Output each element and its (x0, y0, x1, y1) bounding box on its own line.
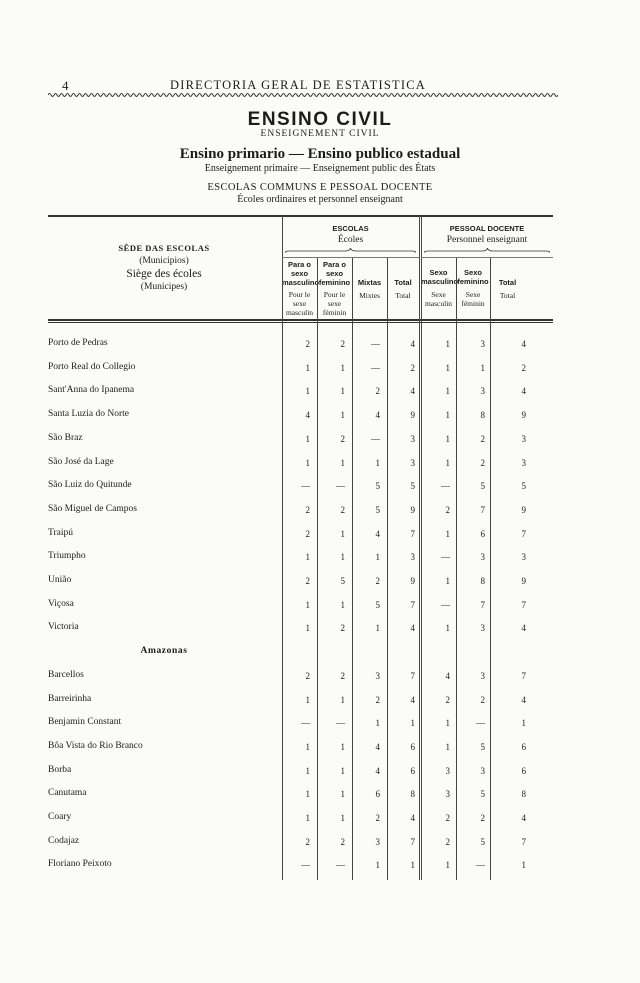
table-cell: 1 (375, 457, 380, 468)
page-number: 4 (62, 78, 69, 93)
brace-pessoal (424, 248, 550, 254)
page-title: ENSINO CIVIL (247, 109, 393, 130)
table-cell: 1 (445, 339, 450, 349)
table-cell: 2 (305, 670, 310, 681)
col-header-fr-2: Mixtes (359, 291, 380, 300)
table-cell: 1 (340, 694, 345, 705)
table-cell: 1 (445, 718, 450, 729)
stub-header (48, 243, 280, 292)
table-cell: 2 (340, 504, 345, 515)
table-cell: 1 (305, 741, 310, 752)
row-label: Bôa Vista do Rio Branco (48, 740, 143, 751)
table-cell: 7 (410, 670, 415, 681)
table-cell: 5 (410, 481, 415, 492)
table-cell: 4 (521, 339, 526, 349)
table-cell: 1 (340, 410, 345, 421)
table-cell: 1 (340, 765, 345, 776)
row-label: São Braz (48, 432, 83, 443)
table-cell: 8 (480, 576, 485, 586)
table-cell: 5 (521, 481, 526, 492)
table-cell: 1 (340, 528, 345, 539)
page-title-fr: ENSEIGNEMENT CIVIL (260, 129, 380, 139)
row-label: Traipú (48, 527, 73, 538)
table-cell: 9 (521, 576, 526, 586)
row-label: Viçosa (48, 598, 74, 609)
row-label: Porto de Pedras (48, 338, 108, 348)
col-header-fr-3: Total (395, 291, 411, 300)
table-cell: 1 (521, 860, 526, 871)
table-cell: — (476, 718, 485, 729)
table-cell: 1 (410, 860, 415, 871)
table-cell: 2 (445, 694, 450, 705)
row-label: São Luiz do Quitunde (48, 480, 132, 491)
row-label: Codajaz (48, 835, 80, 846)
col-header-4: Sexo masculino (421, 268, 459, 286)
table-cell: 1 (305, 362, 310, 373)
table-cell: — (301, 860, 310, 871)
table-cell: 4 (375, 765, 380, 776)
table-cell: 9 (410, 576, 415, 586)
table-cell: 1 (375, 860, 380, 871)
table-cell: 3 (521, 457, 526, 468)
table-cell: 2 (305, 339, 310, 349)
table-cell: 1 (305, 813, 310, 823)
subtitle-fr: Enseignement primaire — Enseignement public des États (204, 163, 436, 174)
table-cell: 3 (410, 433, 415, 444)
table-cell: 6 (375, 789, 380, 800)
stub-title: SÊDE DAS ESCOLAS (118, 243, 210, 253)
table-top-rule (48, 215, 553, 217)
row-label: Coary (48, 812, 72, 822)
table-cell: 3 (410, 457, 415, 468)
col-header-fr-5: Sexe féminin (461, 290, 485, 308)
column-rule (282, 216, 283, 880)
row-label: Triumpho (48, 551, 86, 562)
table-cell: 3 (410, 552, 415, 563)
table-cell: 2 (305, 836, 310, 847)
table-cell: — (371, 433, 380, 444)
table-cell: 1 (375, 623, 380, 634)
table-cell: 5 (480, 836, 485, 847)
table-cell: 2 (305, 504, 310, 515)
table-cell: 5 (480, 741, 485, 752)
table-cell: 9 (410, 410, 415, 421)
table-cell: 2 (340, 433, 345, 444)
table-cell: 4 (375, 528, 380, 539)
table-cell: 2 (480, 433, 485, 444)
row-label: Santa Luzia do Norte (48, 409, 129, 420)
table-cell: 7 (410, 836, 415, 847)
table-cell: 5 (340, 576, 345, 586)
table-cell: — (371, 362, 380, 373)
table-cell: 1 (305, 552, 310, 563)
group-escolas: ESCOLAS (332, 224, 369, 233)
table-cell: 4 (521, 694, 526, 705)
table-cell: 2 (410, 362, 415, 373)
row-label: Canutama (48, 788, 87, 799)
table-cell: 1 (445, 741, 450, 752)
table-cell: — (301, 481, 310, 492)
row-label: Barreirinha (48, 693, 92, 704)
table-cell: 1 (305, 789, 310, 800)
table-cell: 8 (410, 789, 415, 800)
table-cell: 3 (445, 789, 450, 800)
col-header-2: Mixtas (357, 278, 382, 287)
table-cell: 2 (480, 694, 485, 705)
brace-escolas (285, 248, 416, 254)
row-label: São Miguel de Campos (48, 503, 137, 514)
table-cell: 1 (305, 386, 310, 397)
col-header-fr-0: Pour le sexe masculin (285, 290, 314, 317)
table-cell: 6 (521, 765, 526, 776)
group-rule (282, 257, 419, 258)
table-cell: 3 (375, 670, 380, 681)
table-cell: 1 (340, 789, 345, 800)
table-cell: 1 (305, 433, 310, 444)
table-cell: 3 (480, 552, 485, 563)
row-label: Porto Real do Collegio (48, 361, 136, 372)
col-header-5: Sexo feminino (457, 268, 489, 286)
header-bottom-rule (48, 319, 553, 321)
group-escolas-fr: Écoles (337, 235, 364, 245)
table-cell: 2 (521, 362, 526, 373)
table-cell: 7 (410, 528, 415, 539)
table-cell: 4 (410, 694, 415, 705)
table-cell: 6 (410, 741, 415, 752)
column-rule (387, 258, 388, 880)
table-cell: 1 (340, 386, 345, 397)
table-cell: 1 (340, 741, 345, 752)
table-cell: — (336, 718, 345, 729)
table-cell: 1 (305, 599, 310, 610)
table-cell: 4 (375, 741, 380, 752)
table-cell: — (336, 860, 345, 871)
table-cell: 8 (480, 410, 485, 421)
table-cell: 1 (340, 457, 345, 468)
table-cell: 7 (480, 504, 485, 515)
table-cell: 5 (375, 599, 380, 610)
table-cell: — (441, 552, 450, 563)
table-cell: 4 (410, 813, 415, 823)
table-cell: 5 (480, 789, 485, 800)
section-title-fr: Écoles ordinaires et personnel enseignant (237, 194, 403, 205)
table-cell: 3 (480, 386, 485, 397)
group-pessoal-fr: Personnel enseignant (446, 235, 528, 245)
table-cell: 2 (340, 339, 345, 349)
table-cell: 3 (480, 623, 485, 634)
table-cell: 1 (445, 362, 450, 373)
section-title: ESCOLAS COMMUNS E PESSOAL DOCENTE (207, 182, 433, 193)
row-label: Victoria (48, 622, 79, 633)
table-cell: 9 (521, 504, 526, 515)
table-cell: 4 (410, 386, 415, 397)
col-header-fr-1: Pour le sexe féminin (322, 290, 347, 317)
table-cell: 7 (480, 599, 485, 610)
table-cell: 1 (445, 386, 450, 397)
col-header-fr-6: Total (499, 291, 516, 300)
table-cell: 2 (305, 528, 310, 539)
table-cell: 7 (521, 599, 526, 610)
table-cell: 1 (480, 362, 485, 373)
stub-title-fr: Siège des écoles (126, 268, 202, 280)
table-cell: 1 (375, 552, 380, 563)
column-rule (421, 216, 422, 880)
table-cell: 1 (445, 528, 450, 539)
table-cell: 2 (480, 813, 485, 823)
section-heading: Amazonas (140, 646, 188, 657)
table-cell: 1 (340, 599, 345, 610)
table-cell: — (476, 860, 485, 871)
table-cell: 3 (480, 670, 485, 681)
table-cell: — (441, 599, 450, 610)
table-cell: 7 (521, 528, 526, 539)
table-cell: 4 (521, 386, 526, 397)
table-cell: 1 (305, 765, 310, 776)
table-cell: 2 (375, 386, 380, 397)
stub-sub-fr: (Municipes) (140, 282, 188, 292)
table-cell: — (301, 718, 310, 729)
table-cell: 7 (521, 836, 526, 847)
table-cell: 9 (410, 504, 415, 515)
table-cell: 1 (375, 718, 380, 729)
col-header-3: Total (394, 278, 412, 287)
table-cell: 2 (375, 694, 380, 705)
table-cell: 1 (521, 718, 526, 729)
table-cell: 1 (305, 694, 310, 705)
table-cell: 2 (445, 813, 450, 823)
table-cell: 4 (410, 623, 415, 634)
table-cell: 2 (305, 576, 310, 586)
column-rule (490, 258, 491, 880)
table-cell: 8 (521, 789, 526, 800)
subtitle: Ensino primario — Ensino publico estadual (179, 146, 461, 162)
col-header-6: Total (498, 278, 517, 287)
column-rule (456, 258, 457, 880)
table-cell: 4 (445, 670, 450, 681)
table-cell: 5 (375, 504, 380, 515)
table-cell: 4 (375, 410, 380, 421)
table-cell: 1 (445, 457, 450, 468)
table-cell: 4 (410, 339, 415, 349)
group-rule (421, 257, 553, 258)
row-label: União (48, 575, 72, 585)
table-cell: 5 (480, 481, 485, 492)
table-cell: 1 (445, 433, 450, 444)
table-cell: 1 (340, 813, 345, 823)
table-cell: 1 (305, 623, 310, 634)
table-cell: 3 (480, 339, 485, 349)
table-cell: 6 (410, 765, 415, 776)
table-cell: 2 (340, 670, 345, 681)
table-cell: 3 (521, 433, 526, 444)
row-label: Borba (48, 764, 72, 775)
wavy-rule (48, 91, 558, 99)
table-cell: 4 (521, 623, 526, 634)
col-header-0: Para o sexo masculino (282, 260, 320, 287)
table-cell: 2 (480, 457, 485, 468)
table-cell: 1 (340, 552, 345, 563)
stub-sub: (Municipios) (139, 256, 189, 266)
table-cell: 7 (410, 599, 415, 610)
table-cell: — (336, 481, 345, 492)
table-cell: 3 (375, 836, 380, 847)
row-label: Floriano Peixoto (48, 859, 112, 870)
table-cell: 6 (521, 741, 526, 752)
table-cell: 1 (445, 623, 450, 634)
table-cell: 7 (521, 670, 526, 681)
row-label: Barcellos (48, 669, 84, 680)
table-cell: 1 (410, 718, 415, 729)
row-label: São José da Lage (48, 456, 114, 467)
table-cell: — (441, 481, 450, 492)
header-bottom-rule-2 (48, 322, 553, 323)
table-cell: 1 (305, 457, 310, 468)
table-cell: 2 (375, 813, 380, 823)
table-cell: 2 (340, 836, 345, 847)
table-cell: 3 (445, 765, 450, 776)
table-cell: 4 (521, 813, 526, 823)
table-cell: 1 (340, 362, 345, 373)
column-rule (352, 258, 353, 880)
column-rule (419, 216, 420, 880)
group-pessoal: PESSOAL DOCENTE (449, 224, 525, 233)
table-cell: — (371, 339, 380, 349)
table-cell: 1 (445, 410, 450, 421)
table-cell: 1 (445, 860, 450, 871)
table-cell: 2 (445, 504, 450, 515)
table-cell: 3 (480, 765, 485, 776)
col-header-1: Para o sexo feminino (318, 260, 351, 287)
table-cell: 2 (445, 836, 450, 847)
running-title: DIRECTORIA GERAL DE ESTATISTICA (170, 78, 426, 92)
table-cell: 5 (375, 481, 380, 492)
col-header-fr-4: Sexe masculin (424, 290, 453, 308)
row-label: Sant'Anna do Ipanema (48, 385, 135, 396)
table-cell: 4 (305, 410, 310, 421)
table-cell: 3 (521, 552, 526, 563)
table-cell: 9 (521, 410, 526, 421)
table-cell: 2 (375, 576, 380, 586)
row-label: Benjamin Constant (48, 717, 122, 728)
table-cell: 2 (340, 623, 345, 634)
table-cell: 6 (480, 528, 485, 539)
column-rule (317, 258, 318, 880)
table-cell: 1 (445, 576, 450, 586)
